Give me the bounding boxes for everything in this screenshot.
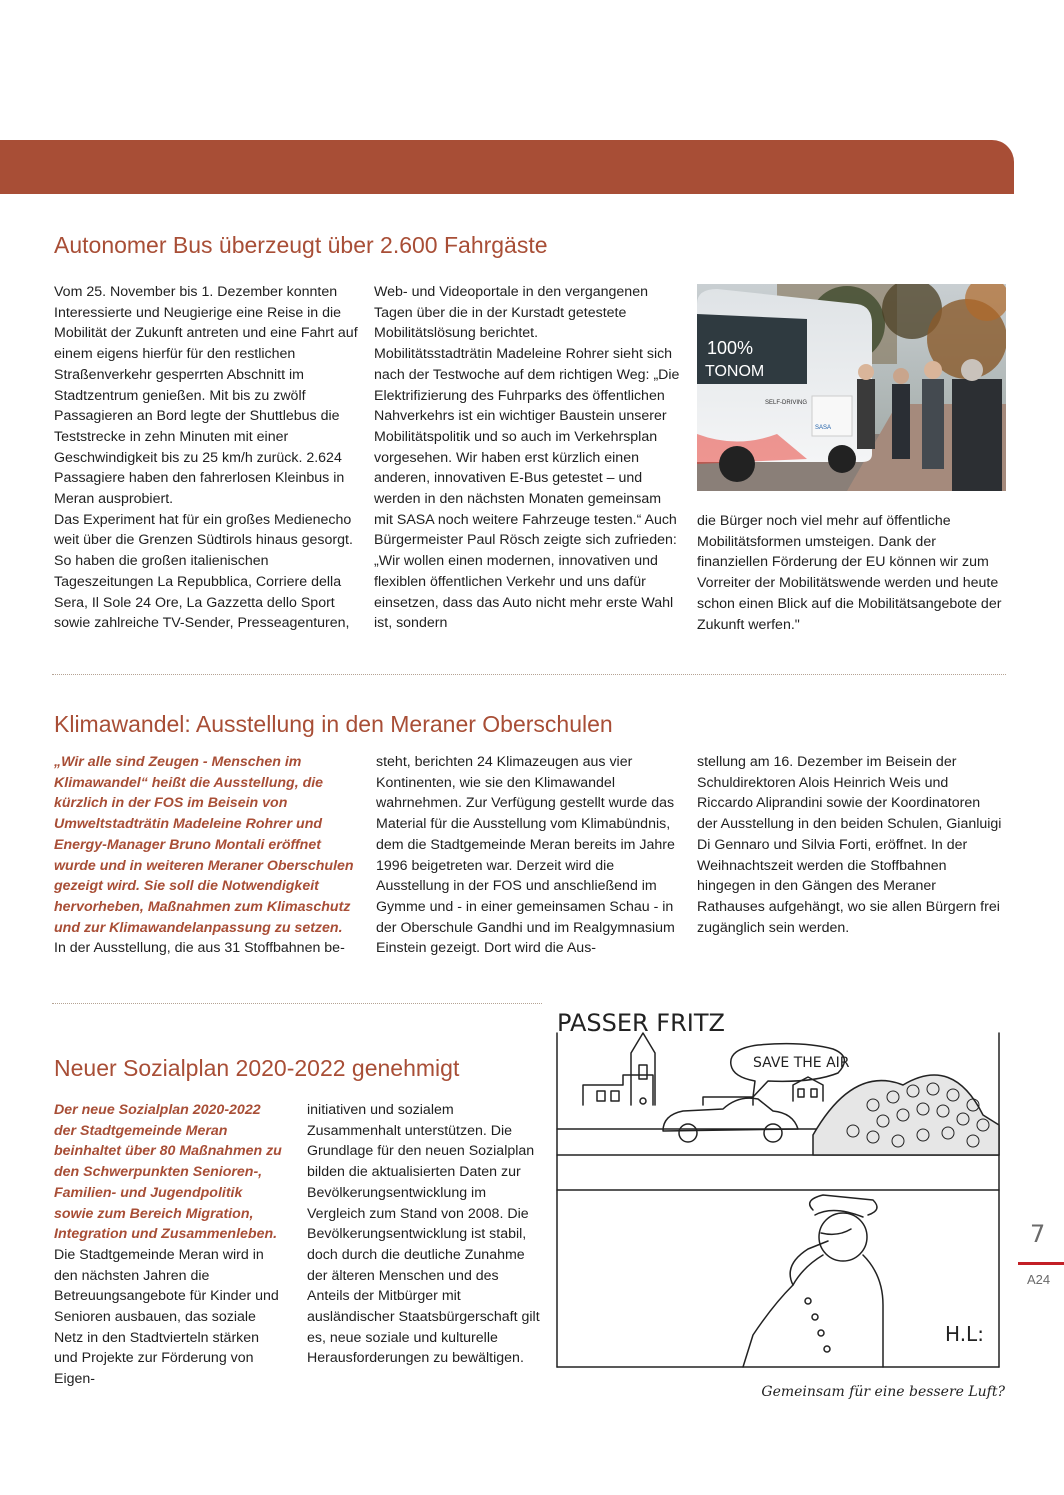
article3-paragraph: Die Stadtgemeinde Meran wird in den nächsten Jahren die Betreuungsangebote für Kinder und Senioren ausbauen, das soziale Netz in den Stadtvierteln stärken und Projekte zur Förderung von Eigen- (54, 1246, 279, 1388)
article-title-climate-exhibition: Klimawandel: Ausstellung in den Meraner Oberschulen (54, 711, 613, 737)
article-title-social-plan: Neuer Sozialplan 2020-2022 genehmigt (54, 1055, 460, 1081)
article1-column-2 (374, 282, 680, 634)
bus-sasa-text: SASA (815, 425, 832, 431)
autonomous-bus-photo (697, 284, 1006, 491)
article1-paragraph: Vom 25. November bis 1. Dezember konnten Interessierte und Neugierige eine Reise in die Mobilität der Zukunft antreten und eine Fahrt auf einem eigens hierfür für den restlichen Straßenverkehr gesperrten Abschnitt im Stadtzentrum genießen. Mit bis zu zwölf Passagieren an Bord legte der Shuttlebus die Teststrecke in zehn Minuten mit einer Geschwindigkeit bis zu 25 km/h zurück. 2.624 Passagiere haben den fahrerlosen Kleinbus in Meran ausprobiert. (54, 284, 358, 508)
page-code: A24 (1027, 1272, 1051, 1287)
page-number-rule (1018, 1262, 1064, 1265)
article2-lead: „Wir alle sind Zeugen - Menschen im Klimawandel“ heißt die Ausstellung, die kürzlich in der FOS im Beisein von Umweltstadträtin Madeleine Rohrer und Energy-Manager Bruno Montali eröffnet wurde und in weiteren Meraner Oberschulen gezeigt wird. Sie soll die Notwendigkeit hervorheben, Maßnahmen zum Klimaschutz und zur Klimawandelanpassung zu setzen. (54, 754, 354, 936)
article2-paragraph: In der Ausstellung, die aus 31 Stoffbahnen be- (54, 940, 345, 957)
article1-paragraph: Web- und Videoportale in den vergangenen Tagen über die in der Kurstadt getestete Mobilitätslösung berichtet. (374, 284, 648, 342)
section-divider (52, 674, 1006, 675)
bus-self-driving-text: SELF-DRIVING (765, 400, 808, 406)
article2-paragraph: steht, berichten 24 Klimazeugen aus vier Kontinenten, wie sie den Klimawandel wahrnehmen. Zur Verfügung gestellt wurde das Material für die Ausstellung vom Klimabündnis, dem die Stadtgemeinde Meran bereits im Jahre 1996 beigetreten war. Derzeit wird die Ausstellung in der FOS und anschließend im Gymme und - in einer gemeinsamen Schau - in der Oberschule Gandhi und im Realgymnasium Einstein gezeigt. Dort wird die Aus- (376, 754, 675, 957)
article3-column-2 (307, 1100, 541, 1369)
article3-paragraph: initiativen und sozialem Zusammenhalt unterstützen. Die Grundlage für den neuen Sozialplan bilden die aktualisierten Daten zur Bevölkerungsentwicklung im Vergleich zum Stand von 2008. Die Bevölkerungsentwicklung ist stabil, doch durch die deutliche Zunahme der älteren Menschen und des Anteils der Mitbürger mit ausländischer Staatsbürgerschaft gilt es, neue soziale und kulturelle Herausforderungen zu bewältigen. (307, 1102, 540, 1367)
bus-tonom-text: TONOM (705, 363, 765, 380)
bus-percent-text: 100% (707, 338, 754, 358)
article1-column-1 (54, 282, 360, 634)
article3-lead: Der neue Sozialplan 2020-2022 der Stadtgemeinde Meran beinhaltet über 80 Maßnahmen zu den Schwerpunkten Senioren-, Familien- und Jugendpolitik sowie zum Bereich Migration, Integration und Zusammenleben. (54, 1102, 282, 1243)
article2-paragraph: stellung am 16. Dezember im Beisein der Schuldirektoren Alois Heinrich Weis und Riccardo Aliprandini sowie der Koordinatoren der Ausstellung in den beiden Schulen, Gianluigi Di Gennaro und Silvia Forti, eröffnet. In der Weihnachtszeit werden die Stoffbahnen hingegen in den Gängen des Meraner Rathauses aufgehängt, wo sie allen Bürgern frei zugänglich sein werden. (697, 754, 1002, 936)
article1-paragraph: Das Experiment hat für ein großes Medienecho weit über die Grenzen Südtirols hinaus gesorgt. So haben die großen italienischen Tageszeitungen La Repubblica, Corriere della Sera, Il Sole 24 Ore, La Gazzetta dello Sport sowie zahlreiche TV-Sender, Presseagenturen, (54, 511, 353, 632)
cartoon-caption: Gemeinsam für eine bessere Luft? (761, 1384, 1005, 1400)
article1-column-3 (697, 511, 1006, 635)
article-title-autonomous-bus: Autonomer Bus überzeugt über 2.600 Fahrgäste (54, 232, 548, 258)
cartoon-title: PASSER FRITZ (557, 1009, 725, 1037)
passer-fritz-cartoon (553, 1005, 1003, 1370)
article2-column-2 (376, 752, 682, 959)
header-banner (0, 140, 1014, 194)
cartoon-speech-bubble: SAVE THE AIR (753, 1055, 850, 1071)
cartoon-signature: H.L: (945, 1322, 984, 1346)
article1-paragraph: Mobilitätsstadträtin Madeleine Rohrer sieht sich nach der Testwoche auf dem richtigen Weg: „Die Elektrifizierung des Fuhrparks des öffentlichen Nahverkehrs ist ein wichtiger Baustein unserer Mobilitätspolitik und so auch im Verkehrsplan vorgesehen. Wir haben erst kürzlich einen anderen, innovativen E-Bus getestet – und werden in den nächsten Monaten gemeinsam mit SASA noch weitere Fahrzeuge testen.“ Auch Bürgermeister Paul Rösch zeigte sich zufrieden: „Wir wollen einen modernen, innovativen und flexiblen öffentlichen Verkehr und uns dafür einsetzen, dass das Auto nicht mehr erste Wahl ist, sondern (374, 346, 680, 632)
section-divider (52, 1003, 542, 1004)
article2-column-1 (54, 752, 360, 959)
article3-column-1 (54, 1100, 284, 1390)
page-number: 7 (1030, 1220, 1046, 1248)
article2-column-3 (697, 752, 1003, 938)
article1-paragraph: die Bürger noch viel mehr auf öffentliche Mobilitätsformen umsteigen. Dank der finanziellen Förderung der EU können wir zum Vorreiter der Mobilitätswende werden und heute schon einen Blick auf die Mobilitätsangebote der Zukunft werfen." (697, 513, 1002, 633)
